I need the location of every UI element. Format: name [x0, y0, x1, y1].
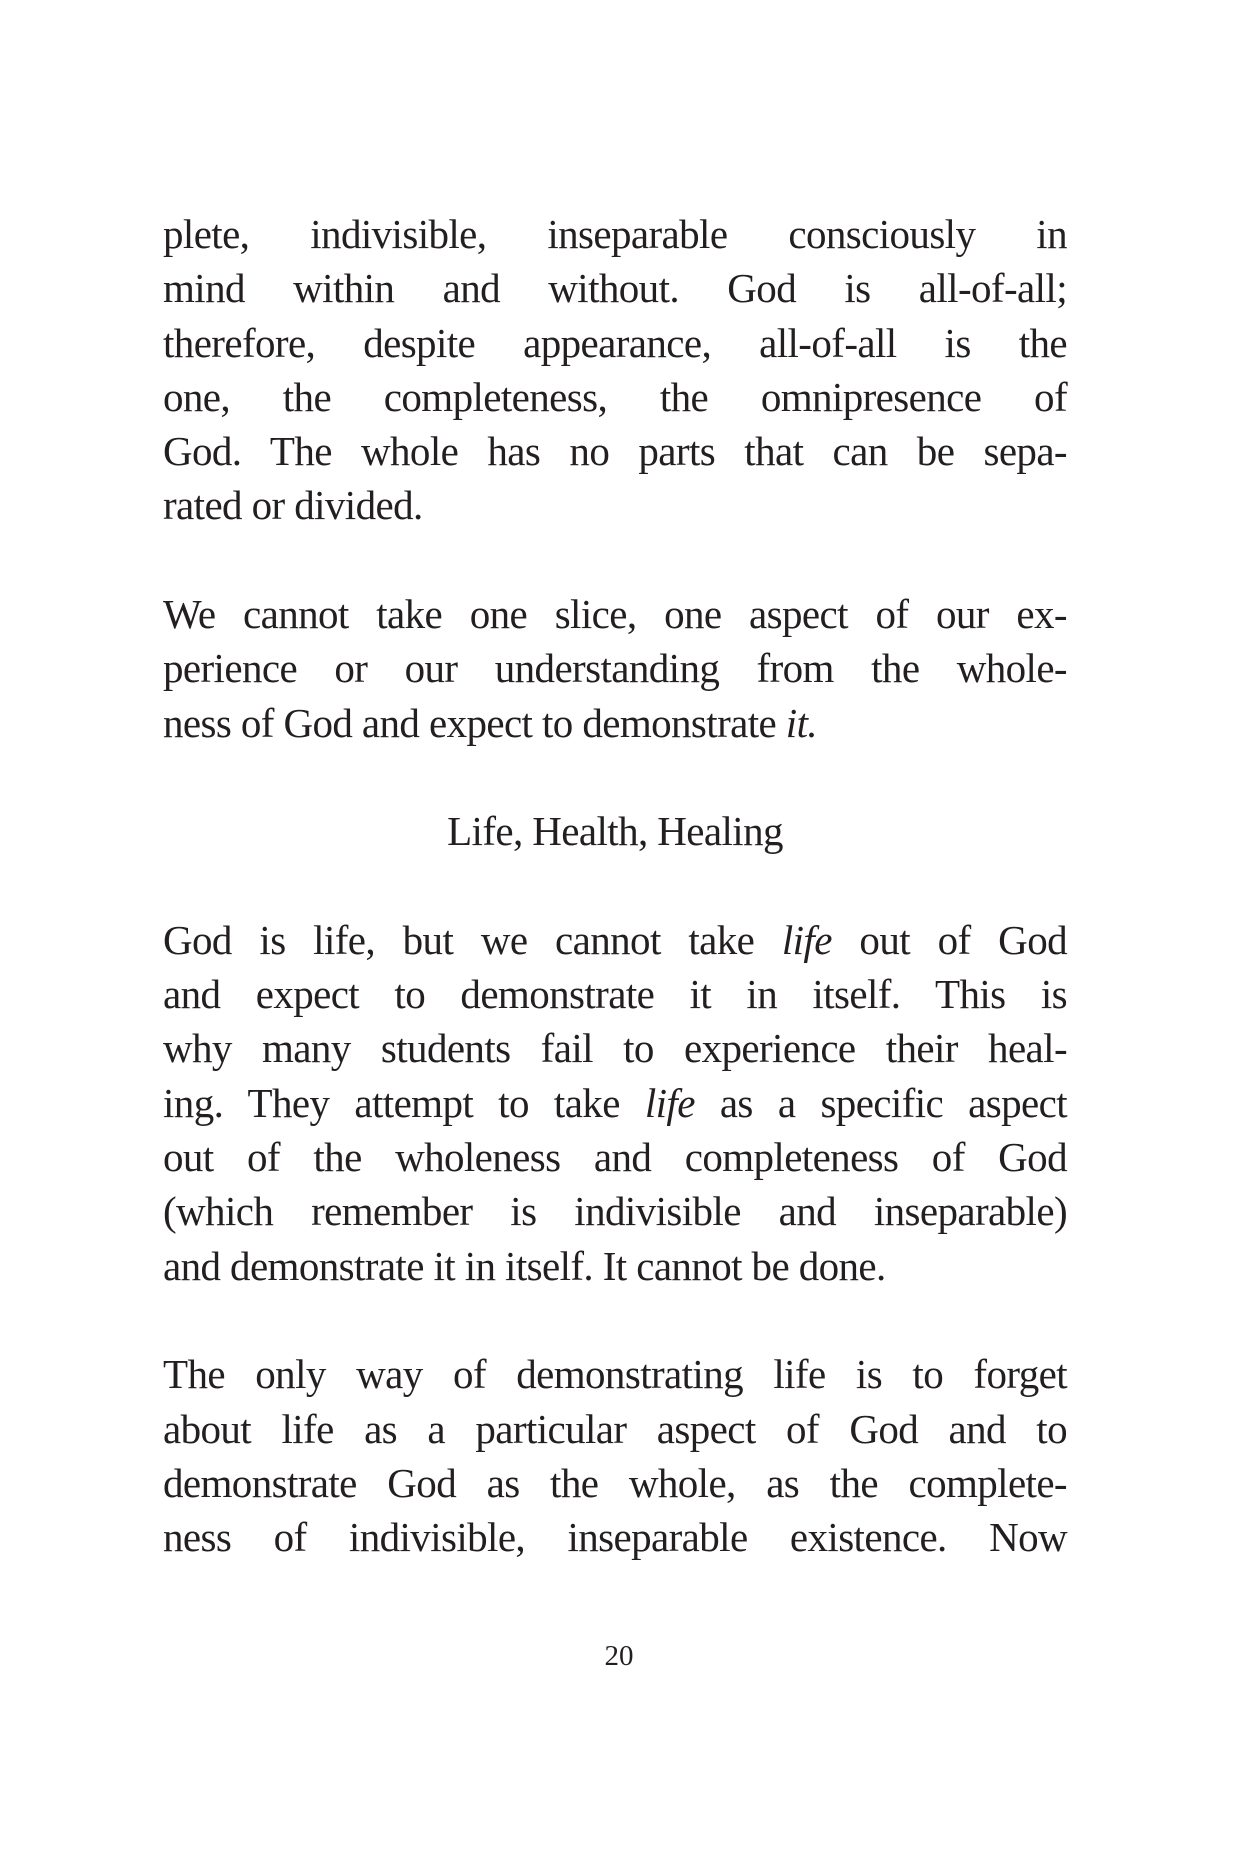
text-run: one, the completeness, the omnipresence of	[163, 373, 1067, 420]
text-line	[163, 1402, 1067, 1456]
text-line	[163, 913, 1067, 967]
text-line	[163, 641, 1067, 695]
text-run: We cannot take one slice, one aspect of our ex-	[163, 591, 1067, 638]
text-line	[163, 424, 1067, 478]
text-line	[163, 1076, 1067, 1130]
paragraph	[163, 587, 1067, 750]
text-line	[163, 478, 1067, 532]
text-line	[163, 1347, 1067, 1401]
text-line	[163, 1021, 1067, 1075]
text-run: God. The whole has no parts that can be sepa-	[163, 428, 1067, 475]
text-run: rated or divided.	[163, 482, 423, 529]
text-line	[163, 1184, 1067, 1238]
text-run: ness of God and expect to demonstrate	[163, 699, 786, 746]
text-run: out of God	[831, 916, 1067, 963]
paragraph	[163, 1347, 1067, 1564]
text-run: (which remember is indivisible and inseparable)	[163, 1188, 1067, 1235]
text-run: perience or our understanding from the whole-	[163, 645, 1067, 692]
text-run: therefore, despite appearance, all-of-all is the	[163, 319, 1067, 366]
italic-text: life	[781, 916, 832, 963]
paragraph	[163, 913, 1067, 1293]
text-line	[163, 1239, 1067, 1293]
text-line	[163, 967, 1067, 1021]
italic-text: life	[644, 1079, 695, 1126]
text-line	[163, 587, 1067, 641]
paragraph-spacer	[163, 859, 1067, 913]
text-run: ing. They attempt to take	[163, 1079, 645, 1126]
text-run: The only way of demonstrating life is to forget	[163, 1351, 1067, 1398]
page-number: 20	[604, 1640, 634, 1672]
paragraph	[163, 207, 1067, 533]
text-line	[163, 1456, 1067, 1510]
paragraph-spacer	[163, 533, 1067, 587]
text-line	[163, 261, 1067, 315]
text-run: plete, indivisible, inseparable consciously in	[163, 211, 1067, 257]
text-run: ness of indivisible, inseparable existence. Now	[163, 1514, 1067, 1561]
text-line	[163, 370, 1067, 424]
text-line	[163, 316, 1067, 370]
text-run: out of the wholeness and completeness of God	[163, 1134, 1067, 1181]
paragraph-spacer	[163, 1293, 1067, 1347]
text-run: God is life, but we cannot take	[163, 916, 782, 963]
section-heading: Life, Health, Healing	[447, 808, 783, 855]
text-run: demonstrate God as the whole, as the complete-	[163, 1459, 1067, 1506]
italic-text: it.	[785, 699, 818, 746]
body-text	[163, 207, 1067, 1564]
text-line	[163, 1130, 1067, 1184]
text-run: as a specific aspect	[694, 1079, 1067, 1126]
text-run: and demonstrate it in itself. It cannot be done.	[163, 1242, 886, 1289]
text-run: mind within and without. God is all-of-all;	[163, 265, 1067, 312]
text-line	[163, 696, 1067, 750]
paragraph-spacer	[163, 750, 1067, 804]
text-run: and expect to demonstrate it in itself. This is	[163, 971, 1067, 1018]
text-run: about life as a particular aspect of God and to	[163, 1405, 1067, 1452]
text-run: why many students fail to experience their heal-	[163, 1025, 1067, 1072]
text-line	[163, 207, 1067, 261]
text-line	[163, 1510, 1067, 1564]
